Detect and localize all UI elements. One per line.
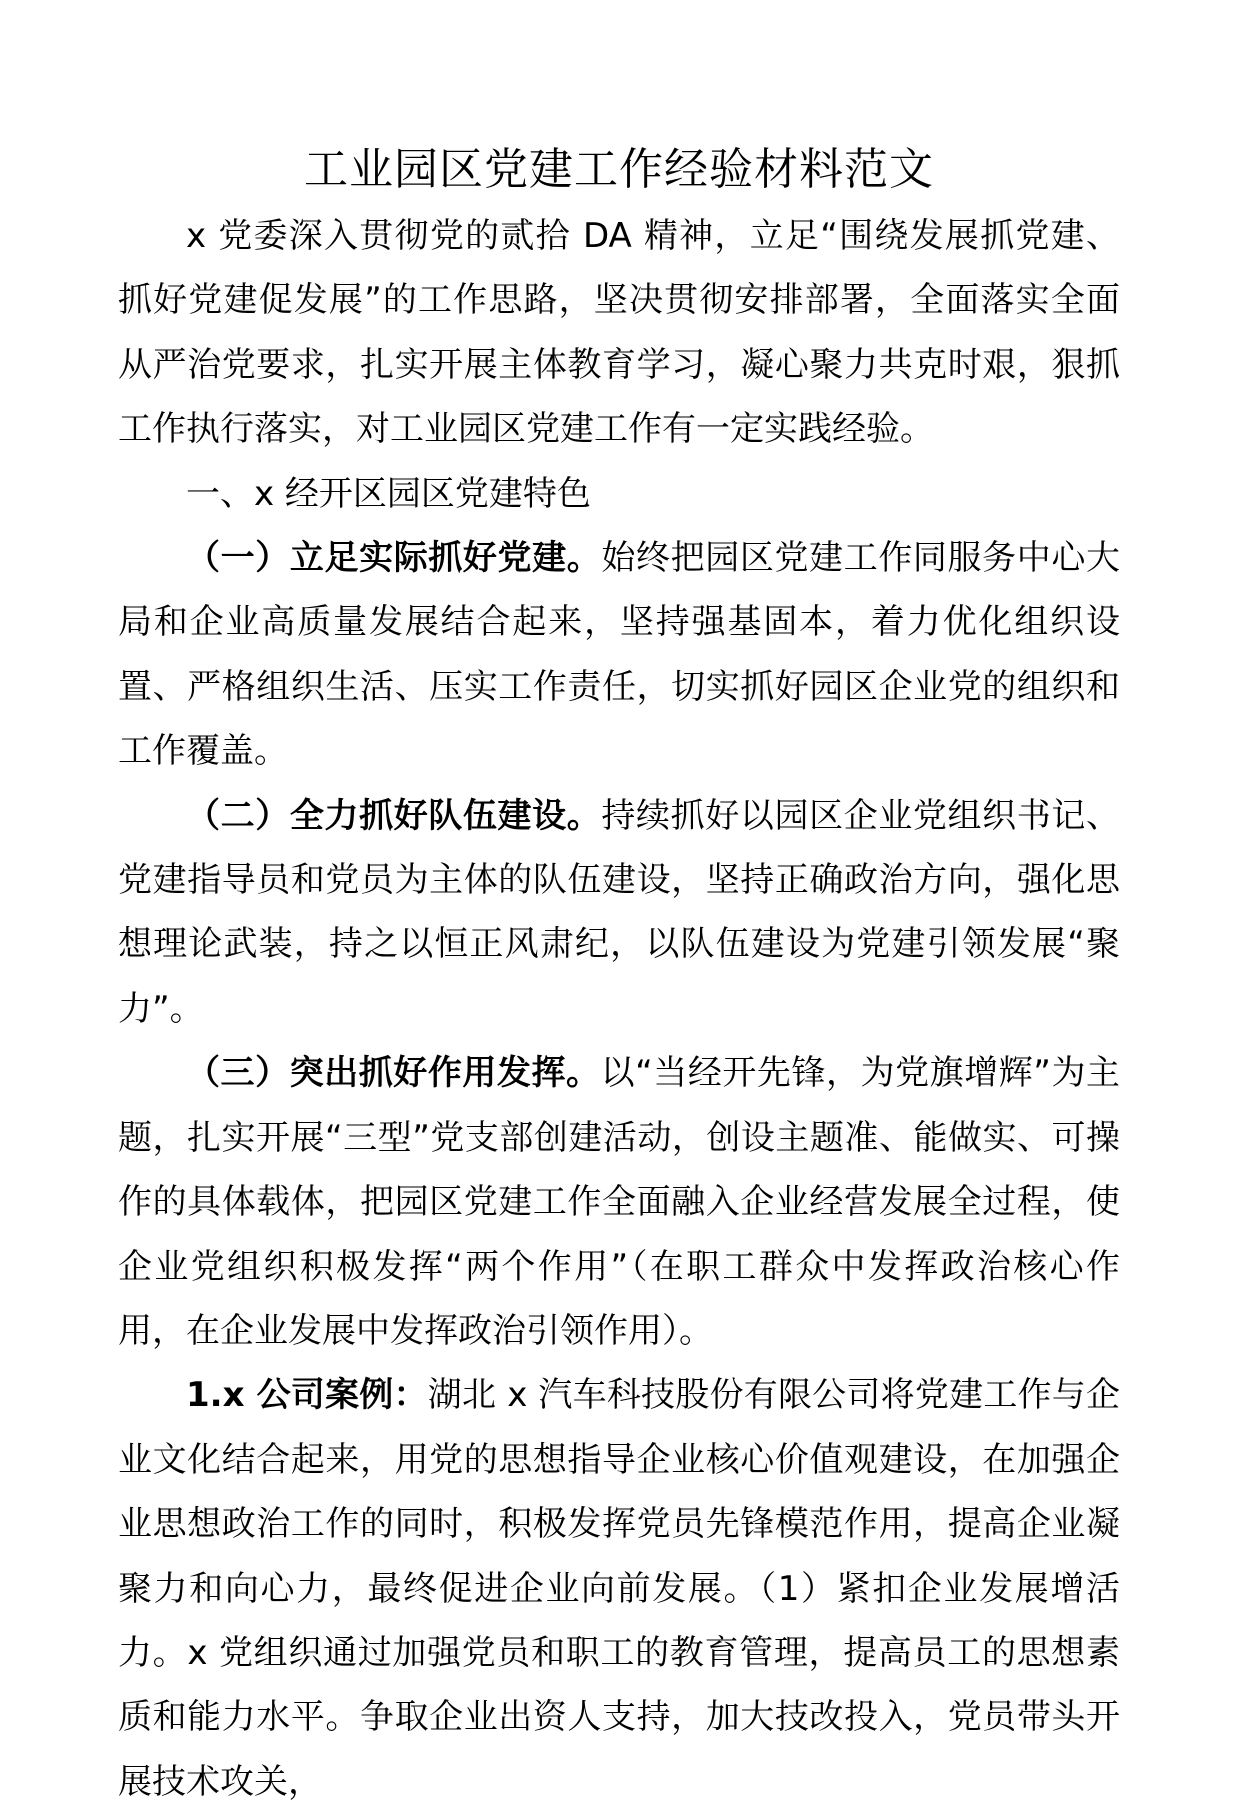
section-heading bbox=[118, 462, 1120, 526]
document-page bbox=[118, 140, 1120, 1814]
paragraph-body: 湖北 x 汽车科技股份有限公司将党建工作与企业文化结合起来，用党的思想指导企业核心价值观建设，在加强企业思想政治工作的同时，积极发挥党员先锋模范作用，提高企业凝聚力和向心力，最终促进企业向前发展。（1）紧扣企业发展增活力。x 党组织通过加强党员和职工的教育管理，提高员工的思想素质和能力水平。争取企业出资人支持，加大技改投入，党员带头开展技术攻关， bbox=[118, 1375, 1120, 1802]
paragraph-body: 以“当经开先锋，为党旗增辉”为主题，扎实开展“三型”党支部创建活动，创设主题准、能做实、可操作的具体载体，把园区党建工作全面融入企业经营发展全过程，使企业党组织积极发挥“两个作用”（在职工群众中发挥政治核心作用，在企业发展中发挥政治引领作用）。 bbox=[118, 1053, 1120, 1351]
feature-paragraph-3 bbox=[118, 1041, 1120, 1363]
feature-paragraph-2 bbox=[118, 784, 1120, 1042]
paragraph-body: 持续抓好以园区企业党组织书记、党建指导员和党员为主体的队伍建设，坚持正确政治方向，强化思想理论武装，持之以恒正风肃纪，以队伍建设为党建引领发展“聚力”。 bbox=[118, 795, 1121, 1029]
paragraph-body: 始终把园区党建工作同服务中心大局和企业高质量发展结合起来，坚持强基固本，着力优化组织设置、严格组织生活、压实工作责任，切实抓好园区企业党的组织和工作覆盖。 bbox=[118, 538, 1121, 772]
paragraph-lead: 1.x 公司案例： bbox=[186, 1375, 428, 1416]
paragraph-body: 一、x 经开区园区党建特色 bbox=[186, 473, 591, 514]
paragraph-lead: （一）立足实际抓好党建。 bbox=[186, 538, 602, 579]
paragraph-body: x 党委深入贯彻党的贰拾 DA 精神，立足“围绕发展抓党建、抓好党建促发展”的工作思路，坚决贯彻安排部署，全面落实全面从严治党要求，扎实开展主体教育学习，凝心聚力共克时艰，狠抓工作执行落实，对工业园区党建工作有一定实践经验。 bbox=[118, 216, 1120, 450]
paragraph-lead: （二）全力抓好队伍建设。 bbox=[186, 795, 602, 836]
intro-paragraph bbox=[118, 204, 1120, 462]
document-title: 工业园区党建工作经验材料范文 bbox=[304, 144, 934, 195]
feature-paragraph-1 bbox=[118, 526, 1120, 784]
paragraph-lead: （三）突出抓好作用发挥。 bbox=[186, 1053, 601, 1094]
case-paragraph bbox=[118, 1363, 1120, 1814]
